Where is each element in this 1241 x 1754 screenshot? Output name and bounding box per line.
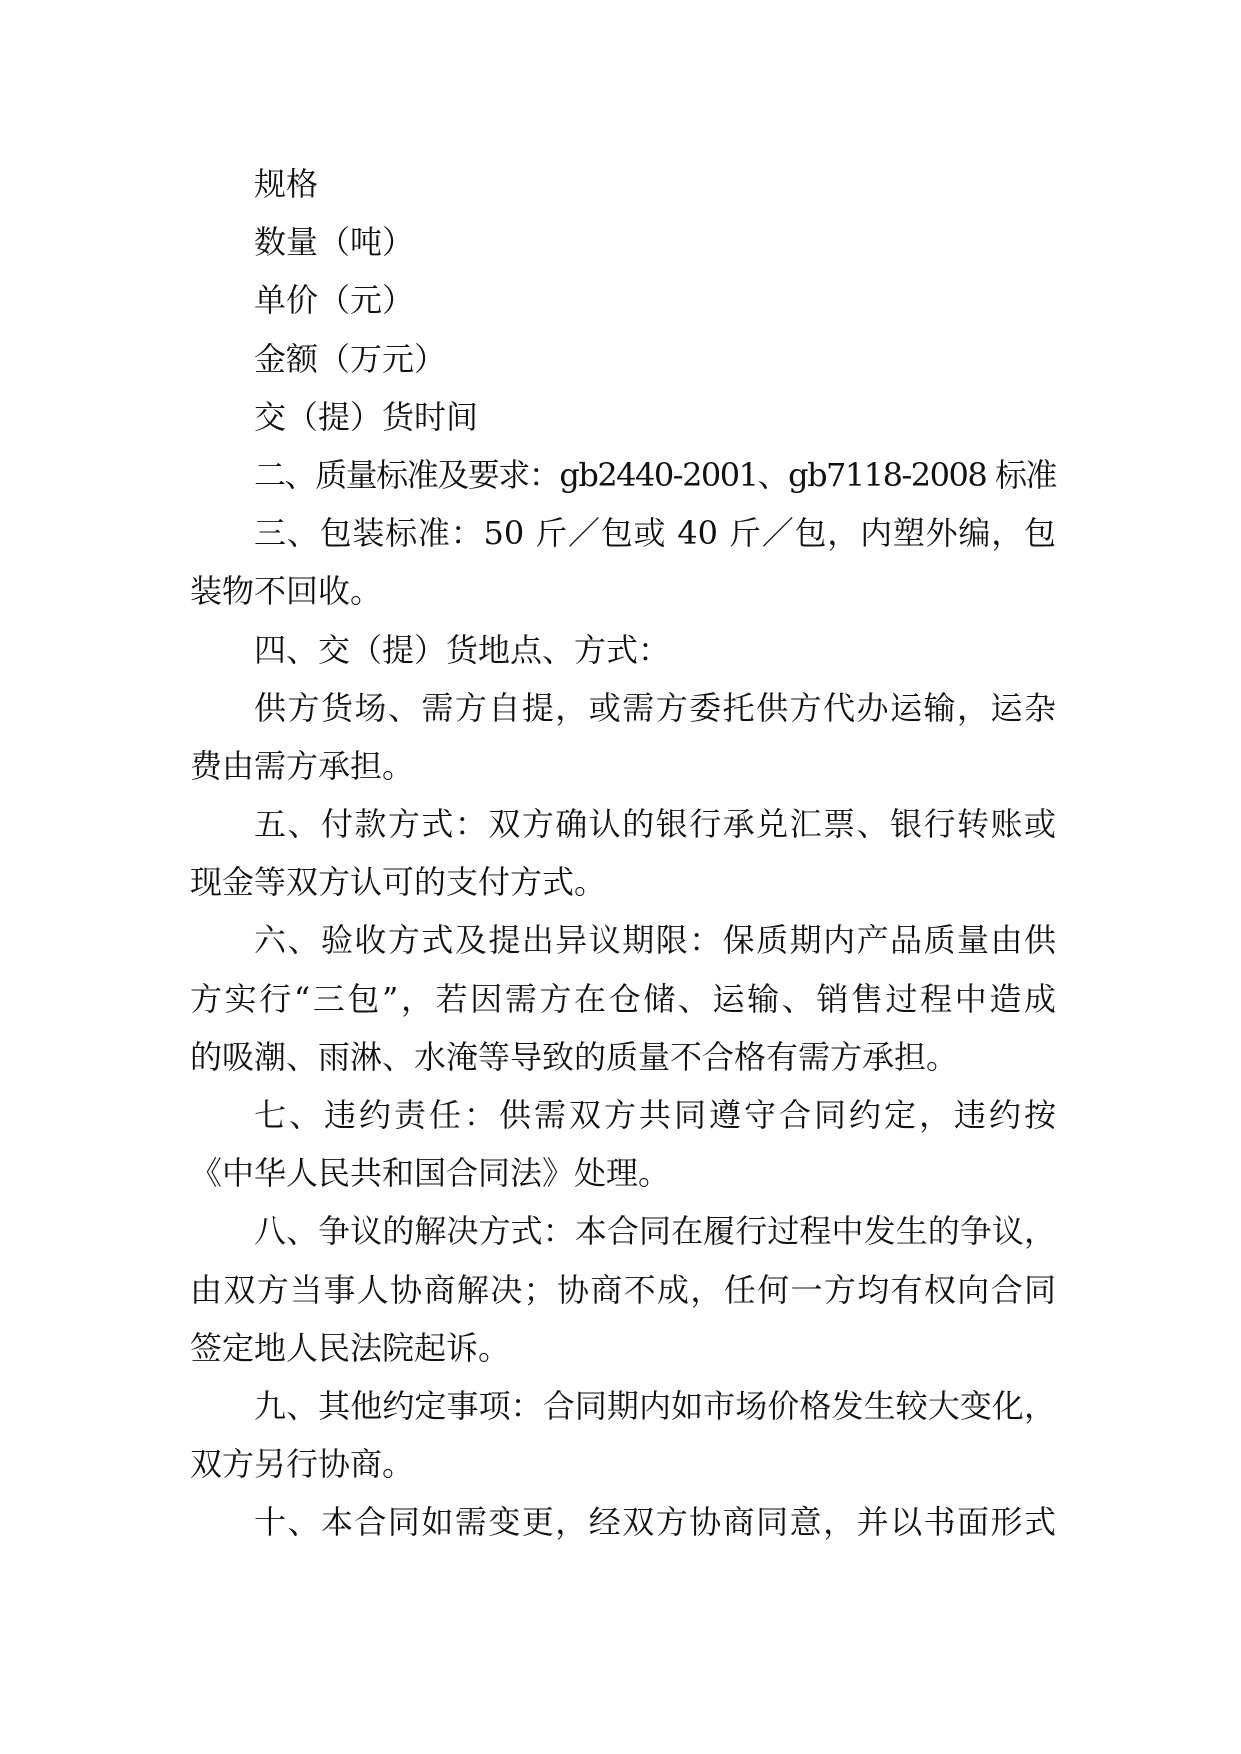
clause-2-quality: 二、质量标准及要求：gb2440-2001、gb7118-2008 标准 bbox=[254, 455, 1056, 494]
clause-8-dispute-cont-1: 由双方当事人协商解决；协商不成，任何一方均有权向合同 bbox=[190, 1270, 1056, 1309]
clause-7-breach: 七、违约责任：供需双方共同遵守合同约定，违约按 bbox=[254, 1096, 1056, 1134]
clause-4-delivery: 四、交（提）货地点、方式： bbox=[254, 630, 671, 669]
clause-6-acceptance-cont-1: 方实行“三包”，若因需方在仓储、运输、销售过程中造成 bbox=[190, 979, 1056, 1018]
clause-3-packaging: 三、包装标准：50 斤／包或 40 斤／包，内塑外编，包 bbox=[254, 514, 1056, 553]
clause-4-delivery-detail-cont: 费由需方承担。 bbox=[190, 746, 415, 785]
clause-8-dispute: 八、争议的解决方式：本合同在履行过程中发生的争议， bbox=[254, 1212, 1056, 1251]
clause-10-amendment: 十、本合同如需变更，经双方协商同意，并以书面形式 bbox=[254, 1503, 1056, 1542]
clause-8-dispute-cont-2: 签定地人民法院起诉。 bbox=[190, 1328, 511, 1367]
quantity-label: 数量（吨） bbox=[254, 223, 415, 262]
clause-9-other-cont: 双方另行协商。 bbox=[190, 1445, 415, 1484]
clause-9-other: 九、其他约定事项：合同期内如市场价格发生较大变化， bbox=[254, 1386, 1056, 1425]
amount-label: 金额（万元） bbox=[254, 339, 447, 378]
clause-4-delivery-detail: 供方货场、需方自提，或需方委托供方代办运输，运杂 bbox=[254, 688, 1056, 727]
unit-price-label: 单价（元） bbox=[254, 281, 415, 320]
clause-6-acceptance: 六、验收方式及提出异议期限：保质期内产品质量由供 bbox=[254, 921, 1056, 960]
clause-7-breach-cont: 《中华人民共和国合同法》处理。 bbox=[190, 1154, 671, 1193]
clause-3-packaging-cont: 装物不回收。 bbox=[190, 572, 383, 611]
spec-label: 规格 bbox=[254, 165, 319, 203]
clause-6-acceptance-cont-2: 的吸潮、雨淋、水淹等导致的质量不合格有需方承担。 bbox=[190, 1037, 959, 1076]
clause-5-payment-cont: 现金等双方认可的支付方式。 bbox=[190, 863, 607, 902]
document-body bbox=[190, 155, 1056, 1552]
delivery-time-label: 交（提）货时间 bbox=[254, 397, 479, 436]
clause-5-payment: 五、付款方式：双方确认的银行承兑汇票、银行转账或 bbox=[254, 805, 1056, 844]
